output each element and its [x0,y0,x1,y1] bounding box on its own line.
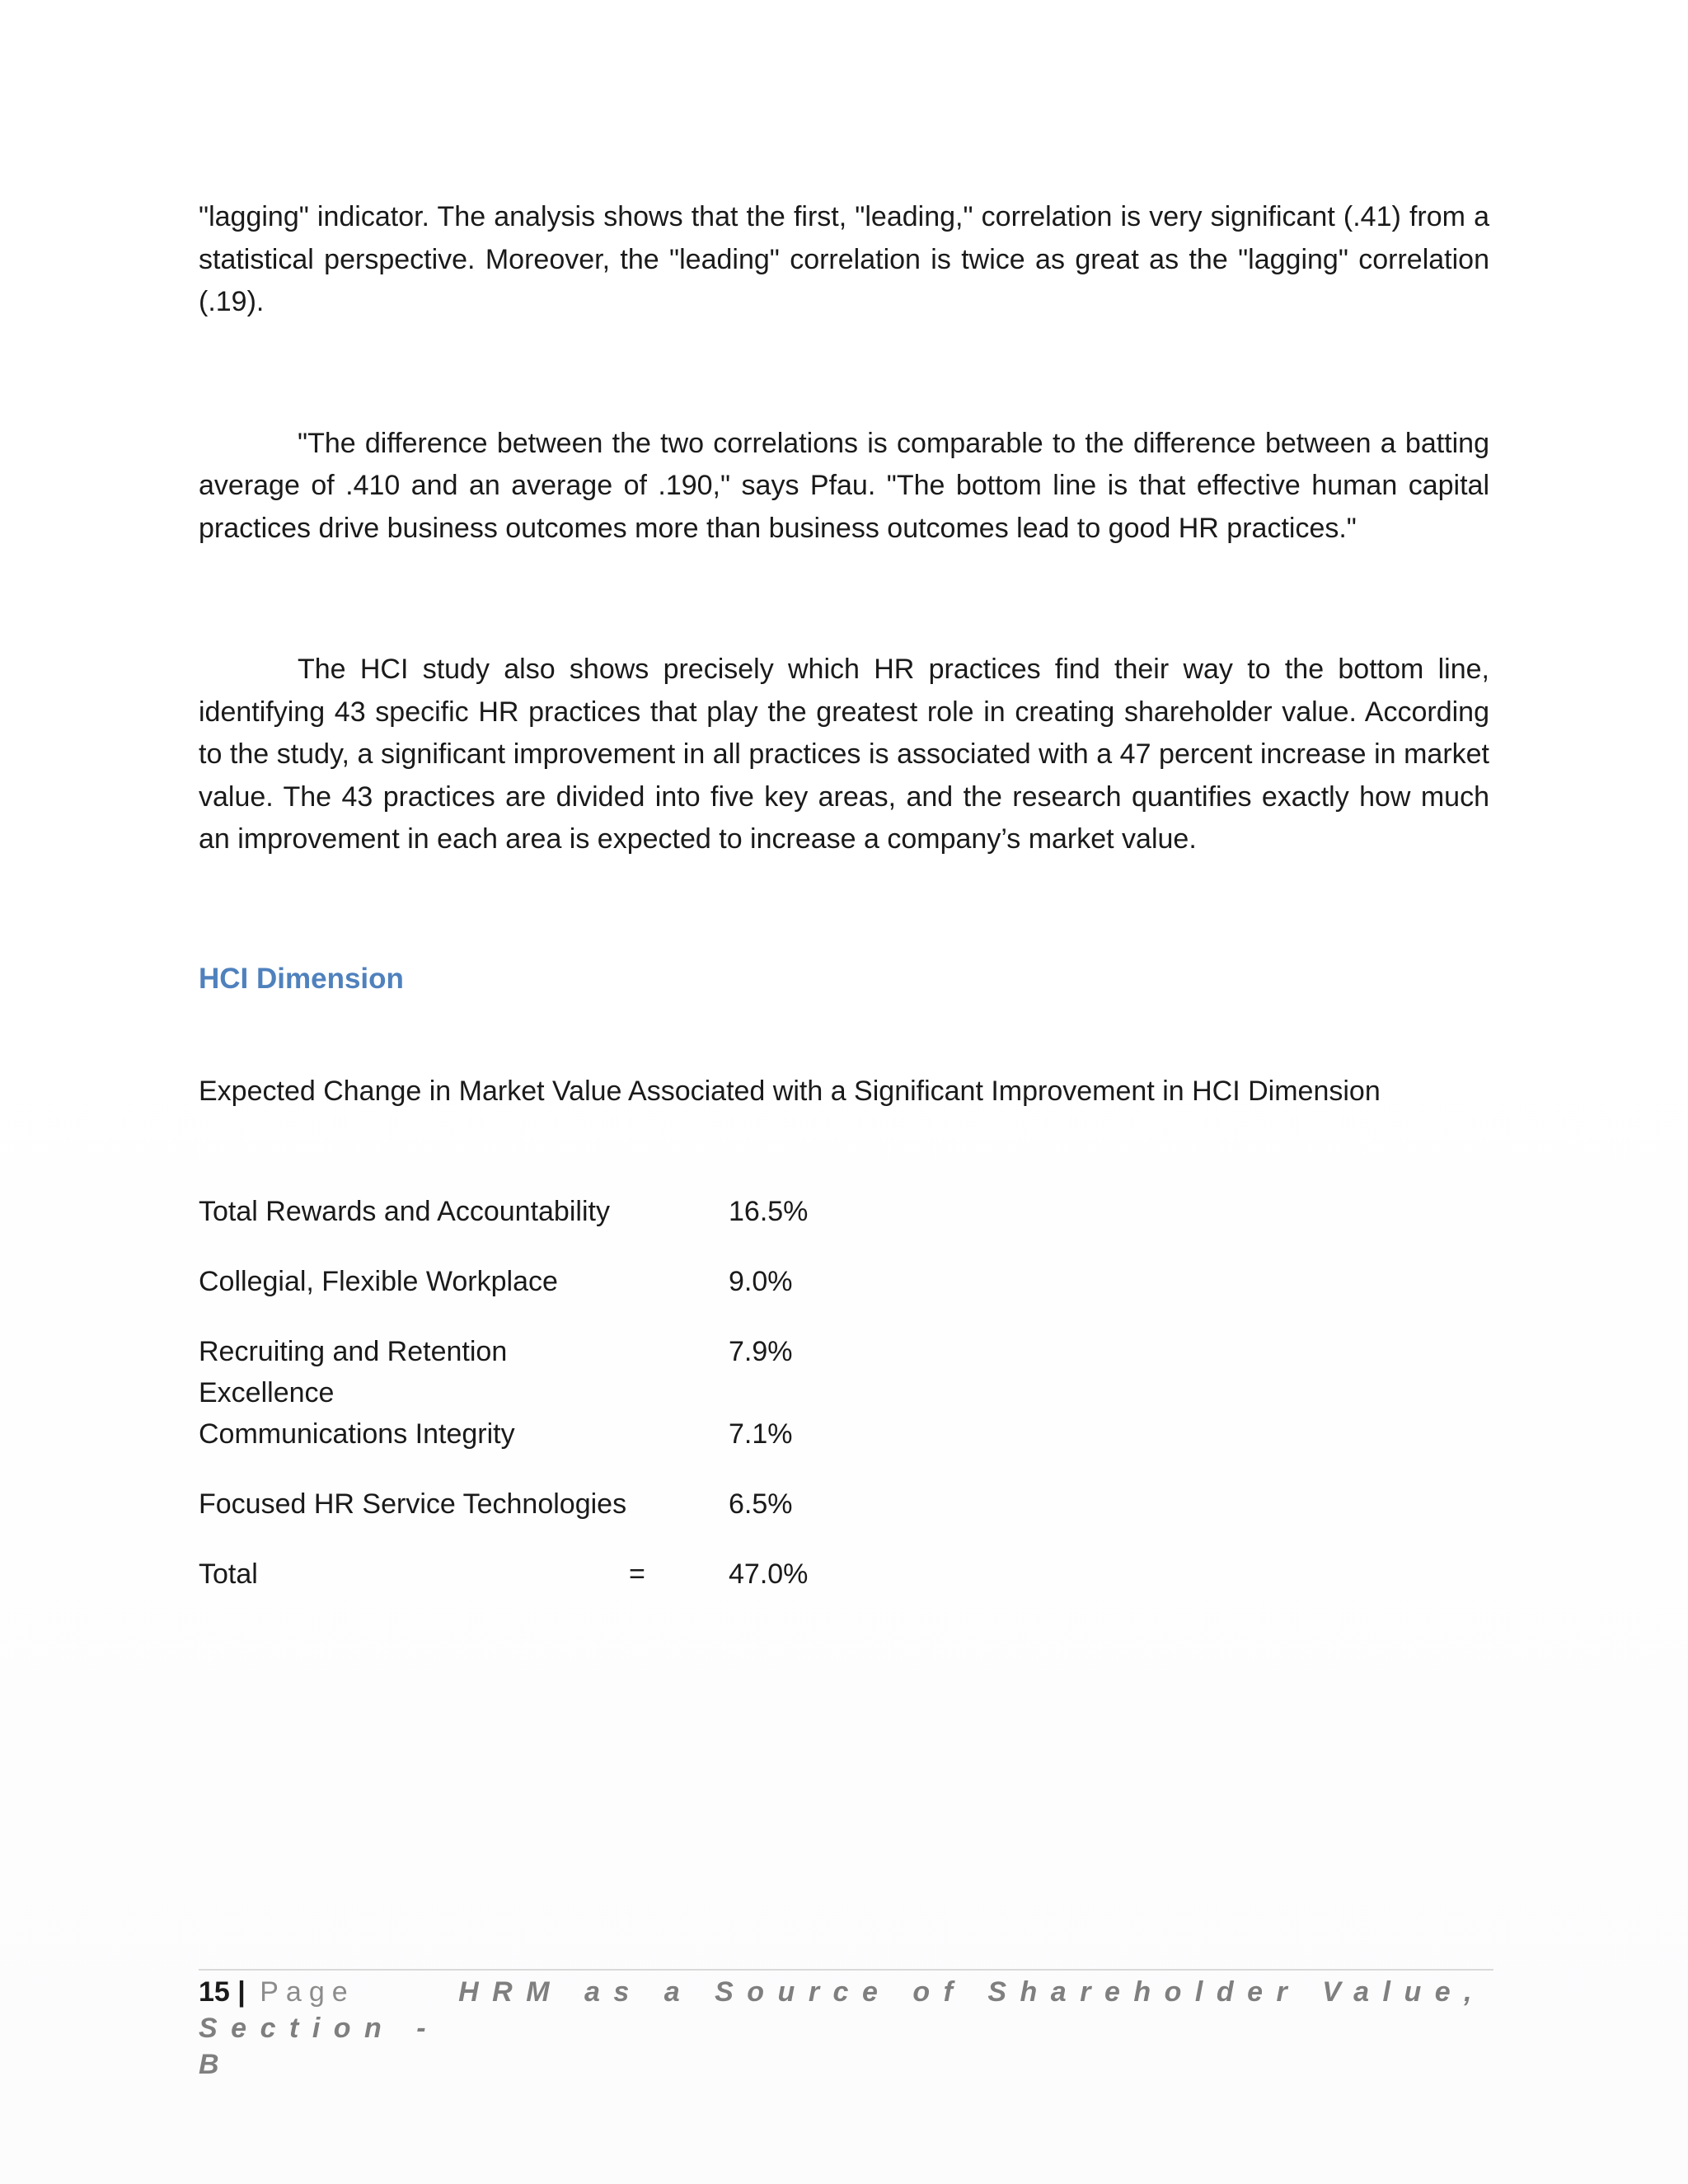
total-label-cell [199,1554,645,1624]
page-footer [199,1974,1493,2083]
footer-divider [199,1969,1493,1971]
table-row [199,1261,893,1331]
footer-title-suffix: B [199,2049,219,2080]
paragraph-2: "The difference between the two correlations is comparable to the difference between a batting average of .410 and an average of .190," says Pfau. "The bottom line is that effective human capital practices drive business outcomes more than business outcomes lead to good HR practices." [199,427,1489,544]
dimension-value: 6.5% [729,1488,793,1520]
table-row [199,1483,893,1554]
dimension-name: Communications Integrity [199,1418,515,1450]
page-content [199,196,1489,1624]
footer-title: HRM as a Source of Shareholder Value, Section - [199,1976,1486,2044]
dimension-name: Focused HR Service Technologies [199,1488,627,1520]
dimension-name: Total Rewards and Accountability [199,1195,610,1227]
table-total-row [199,1554,893,1624]
total-value: 47.0% [729,1558,809,1590]
table-row [199,1413,893,1483]
dimension-name: Recruiting and Retention Excellence [199,1335,508,1408]
table-row [199,1331,893,1413]
page-word: Page [260,1976,355,2008]
total-label: Total [199,1558,258,1590]
section-heading: HCI Dimension [199,962,404,995]
paragraph-1: "lagging" indicator. The analysis shows that the first, "leading," correlation is very significant (.41) from a statistical perspective. Moreover, the "leading" correlation is twice as great as the "lagging" correlation (.19). [199,201,1489,317]
table-caption: Expected Change in Market Value Associated with a Significant Improvement in HCI Dimension [199,1075,1381,1107]
dimension-value: 7.9% [729,1335,793,1367]
dimension-value: 7.1% [729,1418,793,1450]
dimension-value: 16.5% [729,1195,809,1227]
page-number: 15 [199,1976,230,2008]
table-row [199,1191,893,1261]
equals-sign: = [629,1558,645,1590]
dimension-value: 9.0% [729,1265,793,1297]
footer-separator: | [237,1976,246,2008]
dimension-name: Collegial, Flexible Workplace [199,1265,558,1297]
paragraph-3: The HCI study also shows precisely which HR practices find their way to the bottom line, identifying 43 specific HR practices that play the greatest role in creating shareholder value. According to the study, a significant improvement in all practices is associated with a 47 percent increase in market value. The 43 practices are divided into five key areas, and the research quantifies exactly how much an improvement in each area is expected to increase a company’s market value. [199,654,1489,855]
hci-dimension-table [199,1191,893,1624]
